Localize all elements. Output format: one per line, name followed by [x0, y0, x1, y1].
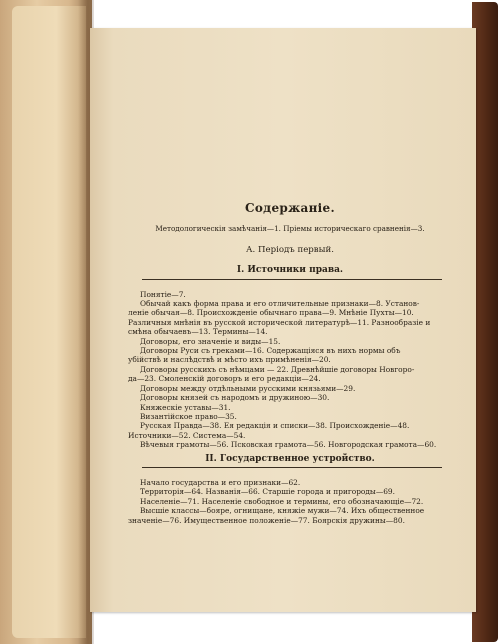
- toc-line: да—23. Смоленскій договоръ и его редакціи—24.: [128, 374, 321, 384]
- toc-line: Договоры князей съ народомъ и дружиною—30.: [140, 393, 330, 403]
- toc-line: Населеніе—71. Населеніе свободное и термины, его обозначающіе—72.: [140, 496, 424, 506]
- toc-line: убійствѣ и наслѣдствѣ и мѣсто ихъ примѣненія—20.: [128, 355, 331, 365]
- toc-heading: Содержаніе.: [245, 201, 335, 215]
- toc-line: леніе обычая—8. Происхожденіе обычнаго права—9. Мнѣніе Пухты—10.: [128, 308, 414, 318]
- toc-line: Начало государства и его признаки—62.: [140, 477, 301, 487]
- period-heading: А. Періодъ первый.: [246, 244, 334, 255]
- toc-line: смѣна обычаевъ—13. Термины—14.: [128, 327, 268, 337]
- toc-line: Договоры Руси съ греками—16. Содержащіяся въ нихъ нормы объ: [140, 346, 401, 356]
- section-title: II. Государственное устройство.: [205, 453, 375, 464]
- toc-intro: Методологическія замѣчанія—1. Пріемы историческаго сравненія—3.: [155, 224, 425, 234]
- section-entries: [124, 290, 464, 450]
- table-of-contents: [124, 201, 464, 525]
- toc-line: Русская Правда—38. Ея редакція и списки—38. Происхожденіе—48.: [140, 421, 410, 431]
- toc-line: Договоры русскихъ съ нѣмцами — 22. Древнѣйшіе договоры Новгоро-: [140, 364, 415, 374]
- toc-line: Княжескіе уставы—31.: [140, 402, 231, 412]
- section-entries: [124, 478, 464, 525]
- toc-line: Обычай какъ форма права и его отличительные признаки—8. Установ-: [140, 299, 420, 309]
- section-rule: [142, 279, 442, 280]
- book-page: [90, 28, 476, 612]
- section-title: I. Источники права.: [236, 265, 344, 276]
- toc-line: Понятіе—7.: [140, 289, 186, 299]
- toc-line: Территорія—64. Названія—66. Старшіе города и пригороды—69.: [140, 487, 395, 497]
- toc-line: Источники—52. Система—54.: [128, 430, 246, 440]
- toc-line: Византійское право—35.: [140, 411, 237, 421]
- left-page: [12, 6, 86, 638]
- toc-line: Вѣчевыя грамоты—56. Псковская грамота—56. Новгородская грамота—60.: [140, 440, 437, 450]
- toc-line: Различныя мнѣнія въ русской исторической литературѣ—11. Разнообразіе и: [128, 317, 431, 327]
- toc-line: Договоры между отдѣльными русскими князьями—29.: [140, 383, 356, 393]
- section-rule: [142, 467, 442, 468]
- toc-line: Высшіе классы—бояре, огнищане, княжіе мужи—74. Ихъ общественное: [140, 506, 425, 516]
- toc-line: значеніе—76. Имущественное положеніе—77. Боярскія дружины—80.: [128, 515, 405, 525]
- toc-line: Договоры, его значеніе и виды—15.: [140, 336, 281, 346]
